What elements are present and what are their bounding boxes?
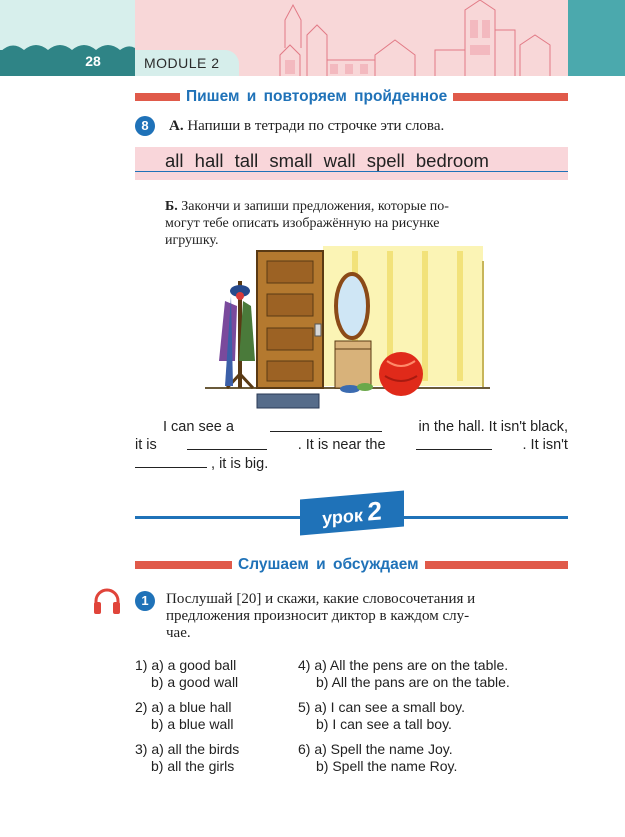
item-1-a: 1) a) a good ball [135,657,237,673]
module-label: MODULE 2 [144,55,220,71]
fill-text-2: in the hall. It isn't black, [418,419,568,435]
task-b-line-1 [165,198,568,215]
header-right-panel [568,0,625,76]
task-a-letter: А. [169,118,184,134]
list-item [298,741,457,775]
copy-words: all hall tall small wall spell bedroom [165,150,489,171]
ex1-line-3: чае. [166,625,191,641]
exercise-number-badge: 8 [135,116,155,136]
task-b-text-1: Закончи и запиши предложения, которые по- [181,199,449,214]
fill-text-5: . It isn't [522,437,568,453]
item-2-a: 2) a) a blue hall [135,699,232,715]
exercise-number-badge-2: 1 [135,591,155,611]
ex1-line-1: Послушай [20] и скажи, какие словосочетания и [166,591,476,607]
fill-text-1: I can see a [163,419,234,435]
hall-illustration [205,246,495,411]
item-3-a: 3) a) all the birds [135,741,240,757]
list-item [135,741,239,775]
task-b-letter: Б. [165,199,178,214]
answer-blank-2[interactable] [187,437,267,450]
item-3-b: b) all the girls [151,758,235,774]
task-a-instruction [169,118,444,135]
fill-text-4: . It is near the [297,437,386,453]
answer-blank-3[interactable] [416,437,492,450]
fill-text-3: it is [135,437,157,453]
list-item [298,699,465,733]
fill-line-3 [135,455,568,473]
list-item [298,657,510,691]
lesson-number: 2 [367,495,382,527]
ex1-line-2: предложения произносит диктор в каждом слу- [166,608,470,624]
page-number: 28 [85,53,101,69]
list-item [135,699,234,733]
exercise-1-instruction [166,591,568,642]
item-6-b: b) Spell the name Roy. [316,758,458,774]
section-title: Пишем и повторяем пройденное [180,88,453,106]
wave-decoration [0,38,135,54]
fill-in-sentences [135,419,568,473]
item-2-b: b) a blue wall [151,716,234,732]
item-4-b: b) All the pans are on the table. [316,674,510,690]
fill-text-6: , it is big. [211,456,269,472]
item-5-a: 5) a) I can see a small boy. [298,699,466,715]
answer-blank-1[interactable] [270,419,382,432]
item-4-a: 4) a) All the pens are on the table. [298,657,509,673]
item-5-b: b) I can see a tall boy. [316,716,452,732]
section-title-2: Слушаем и обсуждаем [232,556,425,574]
task-b-line-2: могут тебе описать изображённую на рисунке [165,216,440,231]
answer-blank-4[interactable] [135,455,207,468]
item-6-a: 6) a) Spell the name Joy. [298,741,453,757]
fill-line-1 [135,419,568,436]
lesson-tag [300,490,404,535]
task-a-text: Напиши в тетради по строчке эти слова. [187,118,445,134]
task-b-instruction [165,198,568,249]
headphones-icon [92,587,122,615]
task-b-line-3: игрушку. [165,233,219,248]
list-item [135,657,238,691]
item-1-b: b) a good wall [151,674,239,690]
fill-line-2 [135,437,568,454]
lesson-word: урок [322,505,363,529]
